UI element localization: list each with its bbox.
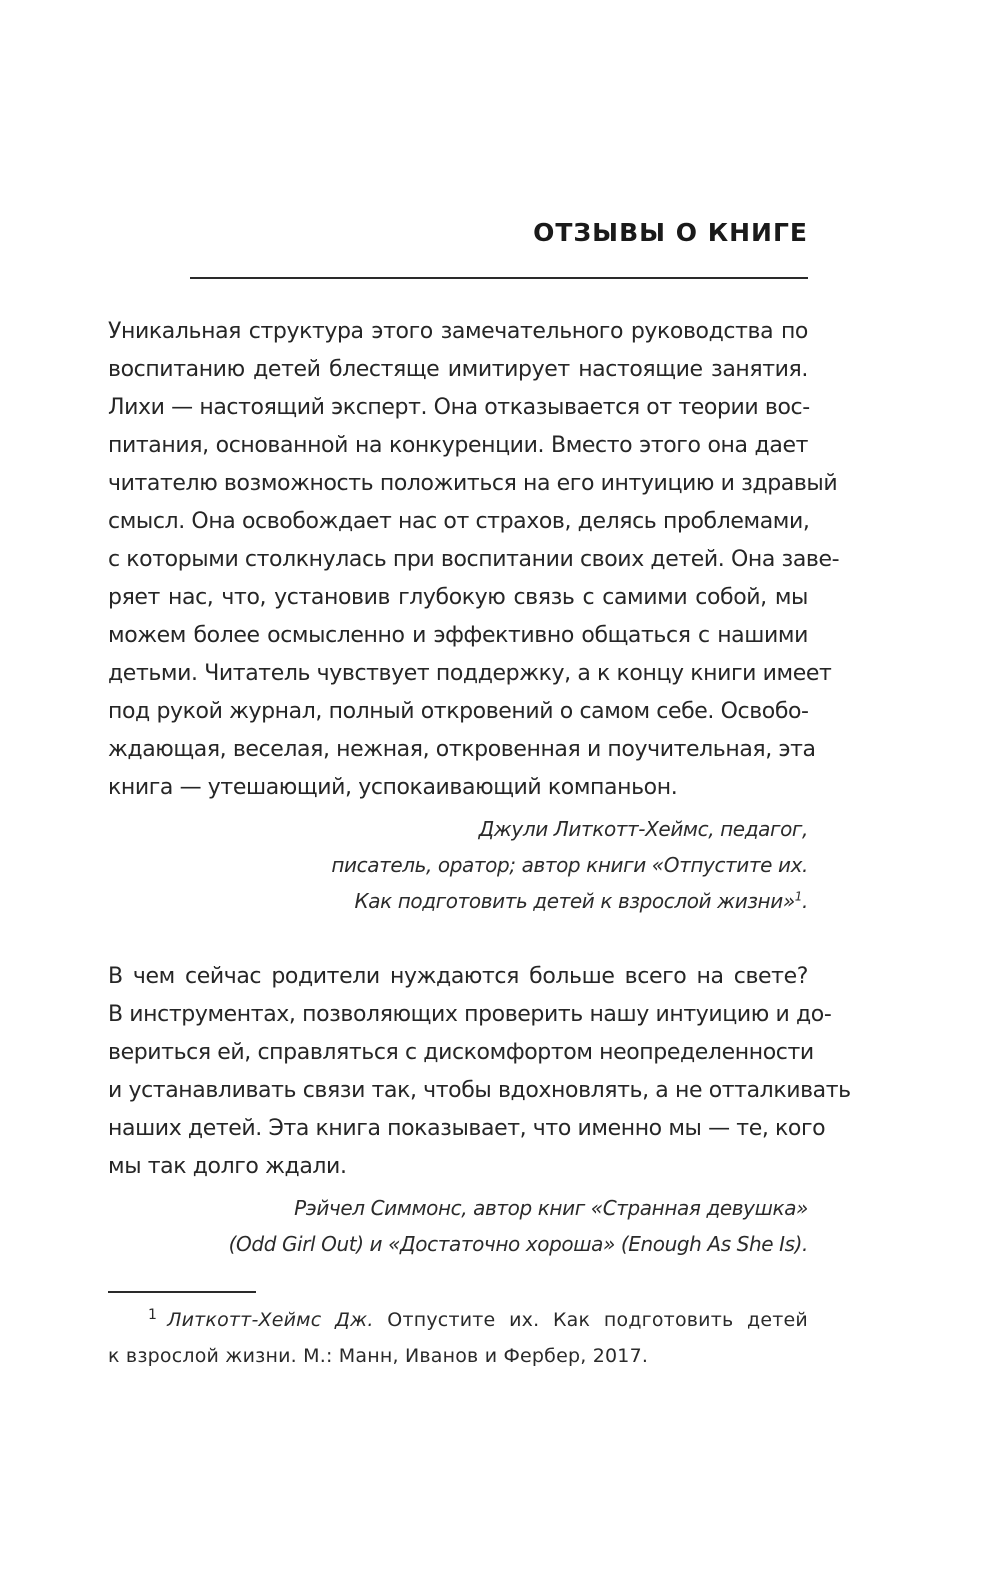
review-2-line: и устанавливать связи так, чтобы вдохновлять, а не отталкивать	[108, 1078, 851, 1103]
attribution-line: (Odd Girl Out) и «Достаточно хороша» (Enough As She Is).	[228, 1232, 808, 1256]
review-2-text	[108, 958, 851, 1186]
review-1-line: воспитанию детей блестяще имитирует настоящие занятия.	[108, 357, 808, 382]
attribution-period: .	[802, 889, 808, 913]
review-1-line: ряет нас, что, установив глубокую связь с самими собой, мы	[108, 585, 808, 610]
footnote-line	[108, 1302, 808, 1338]
review-1-line: книга — утешающий, успокаивающий компаньон.	[108, 775, 678, 800]
review-1-line: читателю возможность положиться на его интуицию и здравый	[108, 471, 838, 496]
page-title: ОТЗЫВЫ О КНИГЕ	[533, 218, 808, 247]
footnote-reference[interactable]: 1	[794, 889, 803, 904]
review-1-line: с которыми столкнулась при воспитании своих детей. Она заве-	[108, 547, 840, 572]
review-1-line: ждающая, веселая, нежная, откровенная и поучительная, эта	[108, 737, 816, 762]
review-2-line: В чем сейчас родители нуждаются больше всего на свете?	[108, 964, 808, 989]
book-page	[108, 0, 851, 1585]
footnote-divider	[108, 1291, 256, 1293]
review-2-line: наших детей. Эта книга показывает, что именно мы — те, кого	[108, 1116, 826, 1141]
review-2-attribution	[108, 1190, 808, 1262]
review-1	[108, 313, 840, 919]
review-2-line: В инструментах, позволяющих проверить нашу интуицию и до-	[108, 1002, 832, 1027]
footnote-line: к взрослой жизни. М.: Манн, Иванов и Фербер, 2017.	[108, 1345, 649, 1367]
attribution-line	[108, 883, 808, 919]
review-1-text	[108, 313, 840, 807]
attribution-line: Рэйчел Симмонс, автор книг «Странная девушка»	[294, 1196, 808, 1220]
attribution-line: писатель, оратор; автор книги «Отпустите их.	[331, 853, 808, 877]
review-1-line: Лихи — настоящий эксперт. Она отказывается от теории вос-	[108, 395, 810, 420]
attribution-text: Как подготовить детей к взрослой жизни»	[354, 889, 795, 913]
review-1-line: под рукой журнал, полный откровений о самом себе. Освобо-	[108, 699, 809, 724]
review-2-line: вериться ей, справляться с дискомфортом неопределенности	[108, 1040, 814, 1065]
review-1-line: питания, основанной на конкуренции. Вместо этого она дает	[108, 433, 808, 458]
review-2	[108, 958, 851, 1262]
attribution-line: Джули Литкотт-Хеймс, педагог,	[478, 817, 808, 841]
review-1-line: смысл. Она освобождает нас от страхов, делясь проблемами,	[108, 509, 810, 534]
footnote-title: Отпустите их. Как подготовить детей	[373, 1309, 808, 1331]
review-1-line: детьми. Читатель чувствует поддержку, а к концу книги имеет	[108, 661, 832, 686]
footnote-author: Литкотт-Хеймс Дж.	[167, 1309, 374, 1331]
review-2-line: мы так долго ждали.	[108, 1154, 347, 1179]
review-1-line: Уникальная структура этого замечательного руководства по	[108, 319, 808, 344]
title-divider	[190, 277, 808, 279]
footnote-mark: 1	[148, 1306, 158, 1323]
review-1-attribution	[108, 811, 808, 919]
footnote	[108, 1302, 808, 1374]
review-1-line: можем более осмысленно и эффективно общаться с нашими	[108, 623, 808, 648]
